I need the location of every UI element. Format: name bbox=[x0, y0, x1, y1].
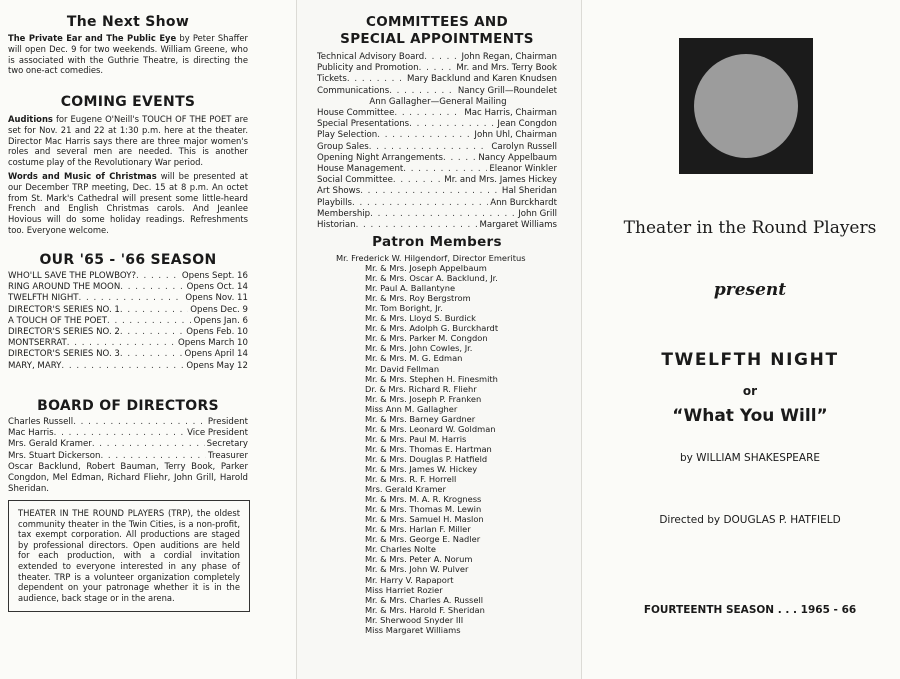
auditions-body: for Eugene O'Neill's TOUCH OF THE POET are set for Nov. 21 and 22 at 1:30 p.m. here at the theater. Director Mac Harris says there are three major women's roles and several men are needed. This is another costume play of the Revolutionary War period. bbox=[8, 114, 248, 168]
board-section bbox=[8, 398, 248, 495]
committee-row-label: Publicity and Promotion bbox=[317, 63, 419, 74]
play-subtitle: “What You Will” bbox=[672, 406, 828, 426]
directed-label: Directed by bbox=[659, 514, 721, 526]
committee-row bbox=[317, 52, 557, 63]
season-line: FOURTEENTH SEASON . . . 1965 - 66 bbox=[643, 604, 857, 616]
patron-name: Mr. & Mrs. Adolph G. Burckhardt bbox=[365, 323, 499, 334]
committee-row-value: Mr. and Mrs. James Hickey bbox=[444, 175, 557, 186]
season-section bbox=[8, 252, 248, 372]
board-row-value: Secretary bbox=[206, 439, 248, 450]
leader-dots bbox=[352, 198, 488, 209]
patron-name: Mr. & Mrs. Joseph Appelbaum bbox=[365, 263, 487, 274]
board-row bbox=[8, 417, 248, 428]
board-row-label: Charles Russell bbox=[8, 417, 74, 427]
leader-dots bbox=[92, 439, 205, 450]
org-name: Theater in the Round Players bbox=[623, 218, 877, 238]
leader-dots bbox=[120, 349, 183, 360]
patron-name: Mr. David Fellman bbox=[365, 363, 440, 374]
patrons-section bbox=[317, 234, 557, 635]
committee-row-label: Special Presentations bbox=[317, 119, 410, 130]
next-show-lead: The Private Ear and The Public Eye bbox=[8, 33, 177, 43]
next-show-body: by Peter Shaffer will open Dec. 9 for two weekends. William Greene, who is associated with the Guthrie Theatre, is directing the two one-act comedies. bbox=[8, 33, 248, 76]
leader-dots bbox=[54, 428, 185, 439]
committee-row-label: Play Selection bbox=[317, 130, 378, 141]
patron-name: Mr. & Mrs. Harold F. Sheridan bbox=[365, 604, 485, 615]
patron-name: Mr. & Mrs. James W. Hickey bbox=[365, 463, 478, 474]
leader-dots bbox=[393, 175, 442, 186]
moon-circle bbox=[694, 54, 798, 158]
season-row-value: Opens Sept. 16 bbox=[181, 271, 248, 281]
committee-row-value: John Grill bbox=[518, 208, 557, 219]
committee-row-label: House Committee bbox=[317, 108, 395, 119]
season-row-value: Opens April 14 bbox=[184, 349, 248, 360]
committee-row-value: John Regan, Chairman bbox=[461, 52, 557, 62]
patron-name: Mr. & Mrs. Leonard W. Goldman bbox=[365, 423, 496, 434]
committee-row-value: John Uhl, Chairman bbox=[474, 130, 557, 141]
patron-name: Mr. & Mrs. Joseph P. Franken bbox=[365, 393, 482, 404]
play-title: TWELFTH NIGHT bbox=[661, 350, 839, 370]
patron-name: Mr. & Mrs. Thomas E. Hartman bbox=[365, 443, 492, 454]
present-label: present bbox=[713, 280, 787, 300]
patron-name: Mr. & Mrs. Harlan F. Miller bbox=[365, 524, 471, 535]
committee-row bbox=[317, 153, 557, 164]
board-list bbox=[8, 417, 248, 462]
patron-name: Mr. & Mrs. Peter A. Norum bbox=[365, 554, 473, 565]
leader-dots bbox=[369, 142, 490, 153]
patron-name: Mr. & Mrs. Barney Gardner bbox=[365, 413, 476, 424]
about-text: THEATER IN THE ROUND PLAYERS (TRP), the oldest community theater in the Twin Cities, is a non-profit, tax exempt corporation. All productions are staged by professional directors. Open auditions are held for each production, with a cordial invitation extended to everyone interested in any phase of theater. TRP is a volunteer organization completely dependent on your patronage whether it is in the audience, back stage or in the arena. bbox=[18, 508, 240, 603]
christmas-lead: Words and Music of Christmas bbox=[8, 170, 157, 181]
season-row bbox=[8, 349, 248, 360]
auditions-paragraph bbox=[8, 114, 248, 168]
patron-name: Mr. Paul A. Ballantyne bbox=[365, 283, 456, 294]
patron-name: Mr. & Mrs. Paul M. Harris bbox=[365, 433, 467, 444]
patron-name: Miss Ann M. Gallagher bbox=[365, 403, 458, 414]
leader-dots bbox=[136, 271, 180, 282]
leader-dots bbox=[424, 52, 459, 63]
season-row bbox=[8, 327, 248, 338]
patron-name: Mrs. Gerald Kramer bbox=[365, 484, 446, 495]
season-row-label: RING AROUND THE MOON bbox=[8, 282, 121, 293]
patron-name: Dr. & Mrs. Richard R. Fliehr bbox=[365, 383, 477, 394]
leader-dots bbox=[409, 119, 495, 130]
committee-row-value: Mr. and Mrs. Terry Book bbox=[456, 63, 557, 74]
christmas-body: will be presented at our December TRP meeting, Dec. 15 at 8 p.m. An octet from St. Mark's Cathedral will present some little-heard French and English Christmas carols. And Jeanlee Hovious will do some holiday readings. Refreshments too. Everyone welcome. bbox=[8, 170, 248, 235]
patron-name: Mr. & Mrs. R. F. Horrell bbox=[365, 474, 457, 485]
committee-row-value: Mary Backlund and Karen Knudsen bbox=[406, 74, 557, 85]
board-others: Oscar Backlund, Robert Bauman, Terry Book, Parker Congdon, Mel Edman, Richard Fliehr, John Grill, Harold Sheridan. bbox=[8, 461, 248, 495]
committee-row-label: Opening Night Arrangements bbox=[317, 152, 443, 163]
committee-row bbox=[317, 186, 557, 197]
patron-name: Mr. & Mrs. Samuel H. Maslon bbox=[365, 514, 484, 525]
committee-row-label: Historian bbox=[317, 220, 356, 231]
season-title: OUR '65 - '66 SEASON bbox=[39, 252, 217, 268]
committee-row-value: Nancy Grill—Roundelet bbox=[457, 85, 557, 96]
board-row-label: Mrs. Stuart Dickerson bbox=[8, 450, 101, 461]
committee-row-value: Hal Sheridan bbox=[501, 186, 557, 197]
patron-name: Mr. Sherwood Snyder III bbox=[365, 614, 464, 625]
leader-dots bbox=[419, 63, 455, 74]
season-row bbox=[8, 293, 248, 304]
season-row-label: WHO'LL SAVE THE PLOWBOY? bbox=[8, 271, 137, 281]
christmas-paragraph bbox=[8, 171, 248, 236]
patrons-list bbox=[317, 253, 557, 635]
season-row-label: MONTSERRAT bbox=[8, 338, 67, 349]
patron-name: Miss Harriet Rozier bbox=[365, 584, 443, 595]
committee-row-label: Art Shows bbox=[317, 186, 361, 197]
leader-dots bbox=[389, 86, 456, 97]
patron-name: Mr. & Mrs. Douglas P. Hatfield bbox=[365, 453, 488, 464]
season-row-value: Opens Jan. 6 bbox=[193, 315, 248, 326]
committee-row-label: House Management bbox=[317, 164, 404, 175]
patron-name: Mr. & Mrs. Charles A. Russell bbox=[365, 594, 484, 605]
director-line bbox=[610, 514, 890, 526]
leader-dots bbox=[356, 220, 478, 231]
leader-dots bbox=[120, 327, 184, 338]
season-row bbox=[8, 338, 248, 349]
author-line: by WILLIAM SHAKESPEARE bbox=[679, 452, 821, 464]
patron-name: Mr. & Mrs. M. A. R. Krogness bbox=[365, 494, 482, 505]
leader-dots bbox=[79, 293, 184, 304]
season-row bbox=[8, 271, 248, 282]
committee-row-label: Group Sales bbox=[317, 141, 369, 152]
season-row-value: Opens Feb. 10 bbox=[186, 327, 248, 338]
committees-section bbox=[317, 14, 557, 231]
coming-events-section bbox=[8, 94, 248, 236]
committee-row bbox=[317, 86, 557, 97]
committee-row bbox=[317, 119, 557, 130]
leader-dots bbox=[403, 164, 487, 175]
season-row-label: MARY, MARY bbox=[8, 360, 62, 371]
patron-name: Mr. & Mrs. John Cowles, Jr. bbox=[365, 343, 473, 354]
board-row-value: Vice President bbox=[187, 428, 248, 439]
leader-dots bbox=[443, 153, 476, 164]
committees-list bbox=[317, 52, 557, 231]
committee-row-value: Nancy Appelbaum bbox=[478, 152, 557, 163]
leader-dots bbox=[394, 108, 462, 119]
board-row bbox=[8, 428, 248, 439]
season-row-label: DIRECTOR'S SERIES NO. 2 bbox=[8, 327, 120, 338]
leader-dots bbox=[100, 451, 206, 462]
committee-row bbox=[317, 142, 557, 153]
committee-row-value: Margaret Williams bbox=[479, 220, 557, 231]
committee-row bbox=[317, 108, 557, 119]
committee-row bbox=[317, 175, 557, 186]
patron-director-emeritus: Mr. Frederick W. Hilgendorf, Director Emeritus bbox=[336, 253, 526, 263]
patron-name: Mr. Harry V. Rapaport bbox=[365, 574, 454, 585]
or-label: or bbox=[742, 384, 758, 398]
committees-title: COMMITTEES AND SPECIAL APPOINTMENTS bbox=[340, 14, 534, 47]
season-row-label: TWELFTH NIGHT bbox=[8, 293, 79, 304]
patron-name: Mr. & Mrs. Roy Bergstrom bbox=[365, 293, 471, 304]
middle-panel bbox=[297, 0, 582, 679]
season-row bbox=[8, 305, 248, 316]
leader-dots bbox=[73, 417, 206, 428]
next-show-section bbox=[8, 14, 248, 76]
about-box bbox=[8, 500, 250, 612]
committee-row bbox=[317, 198, 557, 209]
committee-row bbox=[317, 209, 557, 220]
committee-row-value: Carolyn Russell bbox=[491, 141, 557, 152]
season-row-label: A TOUCH OF THE POET bbox=[8, 315, 108, 326]
patron-name: Mr. & Mrs. Lloyd S. Burdick bbox=[365, 313, 476, 324]
season-row-value: Opens Dec. 9 bbox=[190, 304, 248, 315]
left-panel bbox=[0, 0, 297, 679]
season-row-label: DIRECTOR'S SERIES NO. 3 bbox=[8, 349, 120, 360]
leader-dots bbox=[370, 209, 516, 220]
season-row-value: Opens Oct. 14 bbox=[186, 282, 248, 293]
patron-name: Mr. & Mrs. Stephen H. Finesmith bbox=[365, 373, 498, 384]
committee-row-label: Playbills bbox=[317, 197, 353, 208]
patron-name: Mr. & Mrs. Thomas M. Lewin bbox=[365, 504, 482, 515]
leader-dots bbox=[120, 282, 184, 293]
leader-dots bbox=[377, 130, 472, 141]
next-show-title: The Next Show bbox=[66, 14, 190, 30]
committee-row-value: Eleanor Winkler bbox=[489, 164, 557, 175]
moon-emblem bbox=[679, 38, 813, 174]
leader-dots bbox=[360, 186, 500, 197]
committee-row-value: Jean Congdon bbox=[497, 119, 557, 130]
patron-name: Miss Margaret Williams bbox=[365, 624, 461, 635]
season-row-value: Opens March 10 bbox=[177, 338, 248, 349]
board-title: BOARD OF DIRECTORS bbox=[37, 398, 219, 414]
patron-name: Mr. Charles Nolte bbox=[365, 544, 436, 555]
committee-row-label: Social Committee bbox=[317, 175, 393, 186]
patron-name: Mr. & Mrs. Oscar A. Backlund, Jr. bbox=[365, 273, 498, 284]
patron-name: Mr. & Mrs. John W. Pulver bbox=[365, 564, 469, 575]
committee-row bbox=[317, 74, 557, 85]
leader-dots bbox=[347, 74, 405, 85]
auditions-lead: Auditions bbox=[8, 114, 53, 124]
leader-dots bbox=[120, 305, 188, 316]
season-row-label: DIRECTOR'S SERIES NO. 1 bbox=[8, 304, 120, 315]
committee-row-label: Communications bbox=[317, 85, 390, 96]
board-row-value: Treasurer bbox=[208, 450, 248, 461]
coming-events-title: COMING EVENTS bbox=[60, 94, 196, 110]
season-row bbox=[8, 361, 248, 372]
committee-row bbox=[317, 63, 557, 74]
committee-row-value: Mac Harris, Chairman bbox=[464, 108, 557, 119]
season-row bbox=[8, 316, 248, 327]
season-row-value: Opens Nov. 11 bbox=[185, 293, 248, 304]
committee-row bbox=[317, 130, 557, 141]
director-name: DOUGLAS P. HATFIELD bbox=[723, 514, 841, 526]
leader-dots bbox=[61, 361, 184, 372]
leader-dots bbox=[67, 338, 176, 349]
patron-name: Mr. & Mrs. M. G. Edman bbox=[365, 353, 463, 364]
season-row-value: Opens May 12 bbox=[186, 360, 248, 371]
committee-row-label: Tickets bbox=[317, 74, 347, 85]
committee-row bbox=[317, 164, 557, 175]
board-row-label: Mrs. Gerald Kramer bbox=[8, 439, 92, 450]
leader-dots bbox=[107, 316, 192, 327]
board-row-value: President bbox=[207, 417, 248, 427]
committee-row-label: Membership bbox=[317, 208, 371, 219]
committee-row-value: Ann Burckhardt bbox=[490, 197, 557, 208]
season-row bbox=[8, 282, 248, 293]
patron-name: Mr. & Mrs. George E. Nadler bbox=[365, 534, 481, 545]
board-row bbox=[8, 451, 248, 462]
patron-name: Mr. & Mrs. Parker M. Congdon bbox=[365, 333, 488, 344]
committee-row bbox=[317, 220, 557, 231]
next-show-text bbox=[8, 33, 248, 76]
season-list bbox=[8, 271, 248, 372]
committee-row bbox=[317, 97, 557, 108]
board-row-label: Mac Harris bbox=[8, 428, 54, 439]
board-row bbox=[8, 439, 248, 450]
committee-row-label: Technical Advisory Board bbox=[317, 52, 425, 62]
patrons-title: Patron Members bbox=[372, 234, 502, 250]
patron-name: Mr. Tom Boright, Jr. bbox=[365, 303, 443, 314]
committee-row-value: Ann Gallagher—General Mailing bbox=[369, 96, 507, 107]
